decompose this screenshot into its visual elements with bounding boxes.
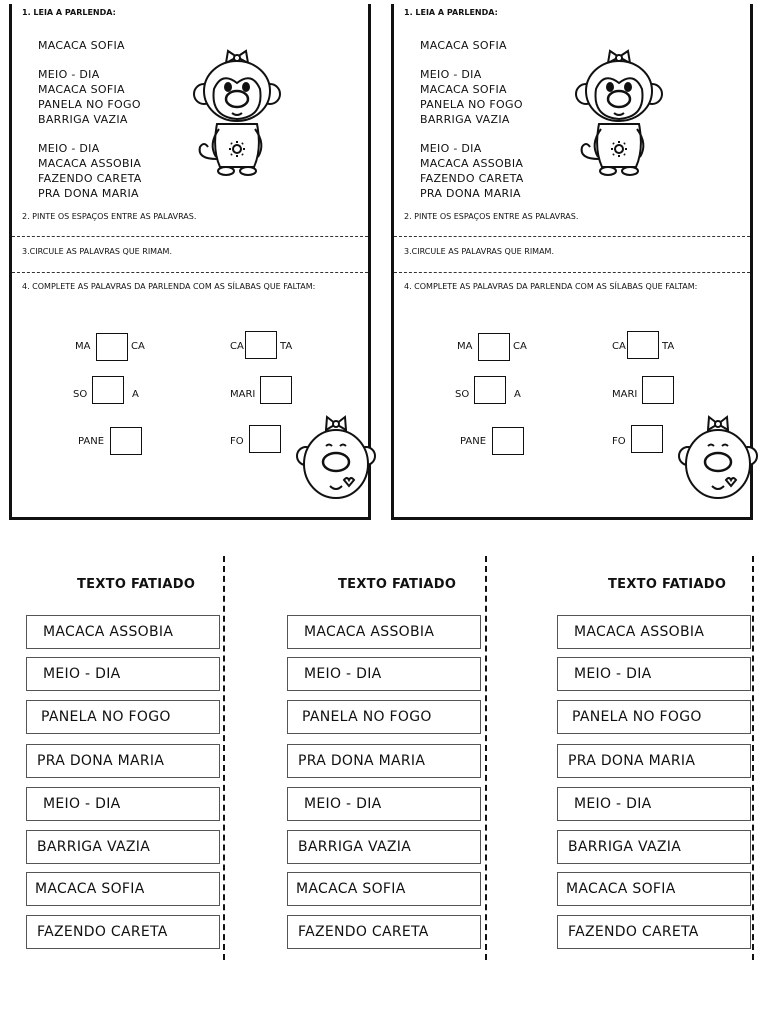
poem-line: MACACA SOFIA <box>420 83 507 96</box>
text-strip: MEIO - DIA <box>557 787 751 821</box>
divider <box>12 236 368 237</box>
syllable-so: SO <box>455 389 470 400</box>
text-strip: MEIO - DIA <box>26 787 220 821</box>
syllable-box[interactable] <box>96 333 128 361</box>
poem-line: MEIO - DIA <box>420 68 482 81</box>
syllable-ca2: CA <box>230 341 244 352</box>
monkey-head-illustration <box>296 414 376 504</box>
text-strip: PANELA NO FOGO <box>287 700 481 734</box>
poem-line: MACACA ASSOBIA <box>420 157 524 170</box>
poem-line: MACACA SOFIA <box>420 39 507 52</box>
poem-gap <box>38 53 142 67</box>
divider <box>394 236 750 237</box>
question-1-title: 1. LEIA A PARLENDA: <box>404 8 498 17</box>
text-strip: MACACA SOFIA <box>557 872 751 906</box>
poem-line: BARRIGA VAZIA <box>420 113 510 126</box>
poem-line: MACACA ASSOBIA <box>38 157 142 170</box>
poem-gap <box>420 127 524 141</box>
question-2: 2. PINTE OS ESPAÇOS ENTRE AS PALAVRAS. <box>22 212 197 221</box>
text-strip: MACACA ASSOBIA <box>26 615 220 649</box>
poem-line: PRA DONA MARIA <box>38 187 139 200</box>
syllable-box[interactable] <box>249 425 281 453</box>
cut-line <box>223 556 225 960</box>
monkey-slot <box>574 49 664 203</box>
cut-line <box>752 556 754 960</box>
poem-line: MEIO - DIA <box>38 142 100 155</box>
monkey-head-slot <box>678 414 758 508</box>
syllable-box[interactable] <box>478 333 510 361</box>
strip-column-title: TEXTO FATIADO <box>338 577 457 592</box>
syllable-mari: MARI <box>612 389 638 400</box>
question-1-title: 1. LEIA A PARLENDA: <box>22 8 116 17</box>
syllable-pane: PANE <box>460 436 487 447</box>
text-strip: MACACA SOFIA <box>26 872 220 906</box>
text-strip: MACACA SOFIA <box>287 872 481 906</box>
cut-line <box>485 556 487 960</box>
poem-line: FAZENDO CARETA <box>38 172 142 185</box>
syllable-ca: CA <box>513 341 527 352</box>
text-strip: FAZENDO CARETA <box>557 915 751 949</box>
text-strip: FAZENDO CARETA <box>26 915 220 949</box>
syllable-box[interactable] <box>642 376 674 404</box>
poem <box>38 38 142 201</box>
text-strip: PRA DONA MARIA <box>557 744 751 778</box>
question-3: 3.CIRCULE AS PALAVRAS QUE RIMAM. <box>404 247 555 256</box>
question-4: 4. COMPLETE AS PALAVRAS DA PARLENDA COM AS SÍLABAS QUE FALTAM: <box>22 282 316 291</box>
poem-line: MACACA SOFIA <box>38 39 125 52</box>
syllable-ca: CA <box>131 341 145 352</box>
worksheet-card-right <box>391 4 753 520</box>
syllable-fo: FO <box>612 436 626 447</box>
syllable-box[interactable] <box>627 331 659 359</box>
poem <box>420 38 524 201</box>
poem-line: MACACA SOFIA <box>38 83 125 96</box>
syllable-box[interactable] <box>631 425 663 453</box>
text-strip: MEIO - DIA <box>287 787 481 821</box>
text-strip: MEIO - DIA <box>557 657 751 691</box>
strip-column-title: TEXTO FATIADO <box>608 577 727 592</box>
poem-line: PANELA NO FOGO <box>38 98 141 111</box>
monkey-illustration <box>574 49 664 199</box>
divider <box>394 272 750 273</box>
syllable-box[interactable] <box>110 427 142 455</box>
syllable-ma: MA <box>457 341 473 352</box>
divider <box>12 272 368 273</box>
syllable-mari: MARI <box>230 389 256 400</box>
worksheet-card-left <box>9 4 371 520</box>
question-4: 4. COMPLETE AS PALAVRAS DA PARLENDA COM AS SÍLABAS QUE FALTAM: <box>404 282 698 291</box>
monkey-illustration <box>192 49 282 199</box>
syllable-box[interactable] <box>492 427 524 455</box>
syllable-ta: TA <box>280 341 293 352</box>
syllable-pane: PANE <box>78 436 105 447</box>
poem-line: FAZENDO CARETA <box>420 172 524 185</box>
syllable-box[interactable] <box>245 331 277 359</box>
text-strip: MACACA ASSOBIA <box>287 615 481 649</box>
text-strip: BARRIGA VAZIA <box>287 830 481 864</box>
poem-line: BARRIGA VAZIA <box>38 113 128 126</box>
monkey-head-slot <box>296 414 376 508</box>
poem-line: MEIO - DIA <box>420 142 482 155</box>
text-strip: MEIO - DIA <box>26 657 220 691</box>
text-strip: BARRIGA VAZIA <box>557 830 751 864</box>
monkey-slot <box>192 49 282 203</box>
question-3: 3.CIRCULE AS PALAVRAS QUE RIMAM. <box>22 247 173 256</box>
syllable-a: A <box>132 389 139 400</box>
poem-line: MEIO - DIA <box>38 68 100 81</box>
syllable-box[interactable] <box>92 376 124 404</box>
strip-column-title: TEXTO FATIADO <box>77 577 196 592</box>
text-strip: PRA DONA MARIA <box>287 744 481 778</box>
syllable-ca2: CA <box>612 341 626 352</box>
syllable-a: A <box>514 389 521 400</box>
text-strip: PANELA NO FOGO <box>26 700 220 734</box>
monkey-head-illustration <box>678 414 758 504</box>
text-strip: PRA DONA MARIA <box>26 744 220 778</box>
syllable-fo: FO <box>230 436 244 447</box>
text-strip: MACACA ASSOBIA <box>557 615 751 649</box>
text-strip: PANELA NO FOGO <box>557 700 751 734</box>
syllable-box[interactable] <box>260 376 292 404</box>
syllable-ta: TA <box>662 341 675 352</box>
text-strip: MEIO - DIA <box>287 657 481 691</box>
text-strip: BARRIGA VAZIA <box>26 830 220 864</box>
question-2: 2. PINTE OS ESPAÇOS ENTRE AS PALAVRAS. <box>404 212 579 221</box>
poem-line: PANELA NO FOGO <box>420 98 523 111</box>
syllable-box[interactable] <box>474 376 506 404</box>
text-strip: FAZENDO CARETA <box>287 915 481 949</box>
syllable-so: SO <box>73 389 88 400</box>
poem-line: PRA DONA MARIA <box>420 187 521 200</box>
syllable-ma: MA <box>75 341 91 352</box>
poem-gap <box>420 53 524 67</box>
poem-gap <box>38 127 142 141</box>
